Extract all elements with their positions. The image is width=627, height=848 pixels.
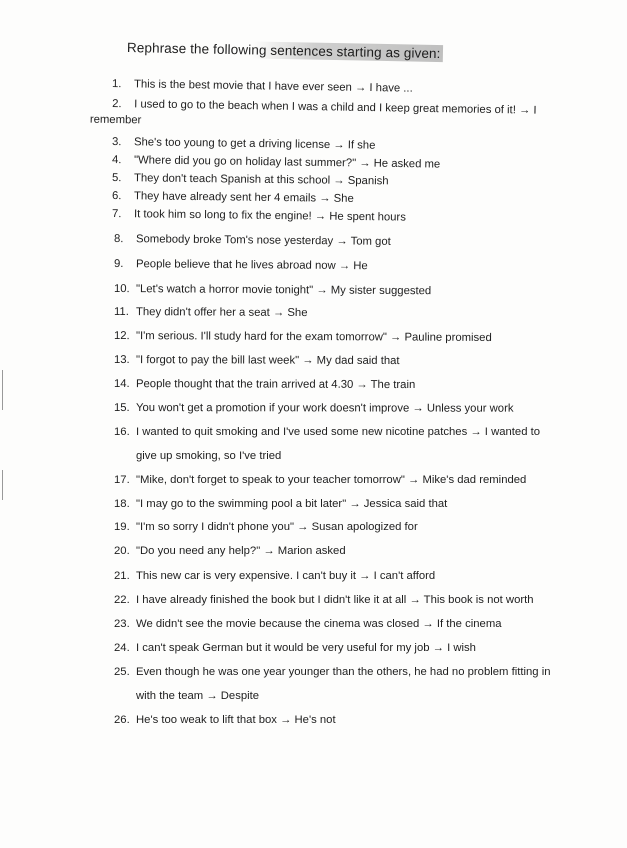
question-text: He's too weak to lift that box → He's not — [136, 714, 336, 726]
question-text: "Let's watch a horror movie tonight" → My sister suggested — [135, 283, 432, 298]
question-continuation: remember — [89, 113, 142, 127]
question-6 — [112, 188, 354, 207]
question-20 — [114, 543, 346, 559]
question-text: I used to go to the beach when I was a child and I keep great memories of it! → I — [134, 98, 537, 117]
scan-edge-mark — [2, 470, 3, 500]
question-text: "I may go to the swimming pool a bit later" → Jessica said that — [136, 498, 448, 510]
question-number: 7. — [111, 208, 122, 221]
question-number: 22. — [114, 594, 130, 606]
question-14 — [114, 376, 415, 393]
question-number: 24. — [114, 642, 130, 654]
question-3 — [112, 134, 376, 154]
question-number: 11. — [113, 306, 129, 319]
question-number: 21. — [114, 570, 130, 582]
question-9 — [114, 256, 368, 274]
worksheet-title — [125, 40, 441, 62]
question-text: People thought that the train arrived at 4.30 → The train — [135, 378, 416, 392]
question-number: 18. — [114, 498, 130, 510]
scan-edge-mark — [2, 370, 3, 410]
question-10 — [114, 281, 431, 299]
question-text: They have already sent her 4 emails → She — [133, 190, 354, 205]
question-text: They didn't offer her a seat → She — [135, 306, 308, 320]
question-number: 23. — [114, 618, 130, 630]
question-number: 25. — [114, 666, 130, 678]
question-text: "I'm so sorry I didn't phone you" → Susan apologized for — [136, 521, 418, 533]
question-text: I can't speak German but it would be very useful for my job → I wish — [136, 642, 476, 654]
question-1 — [112, 76, 413, 97]
question-text: This is the best movie that I have ever seen → I have ... — [133, 78, 413, 95]
question-number: 26. — [114, 714, 130, 726]
question-text: "I forgot to pay the bill last week" → My dad said that — [135, 354, 400, 367]
question-23 — [114, 616, 502, 632]
question-number: 19. — [114, 521, 130, 533]
question-11 — [114, 304, 308, 321]
question-text: She's too young to get a driving license → If she — [133, 136, 376, 152]
question-continuation: with the team → Despite — [136, 690, 260, 702]
question-text: I wanted to quit smoking and I've used some new nicotine patches → I wanted to — [136, 426, 541, 438]
question-text: People believe that he lives abroad now → He — [135, 258, 368, 273]
question-17 — [114, 472, 526, 488]
question-number: 10. — [113, 283, 130, 296]
question-number: 15. — [113, 402, 130, 415]
question-5 — [112, 170, 389, 189]
question-continuation: give up smoking, so I've tried — [136, 450, 282, 462]
question-number: 14. — [113, 378, 130, 391]
question-number: 16. — [114, 426, 130, 438]
question-text: "I'm serious. I'll study hard for the exam tomorrow" → Pauline promised — [135, 330, 492, 344]
question-text: It took him so long to fix the engine! → He spent hours — [133, 208, 406, 224]
question-text: Somebody broke Tom's nose yesterday → Tom got — [135, 233, 391, 248]
question-text: "Mike, don't forget to speak to your teacher tomorrow" → Mike's dad reminded — [136, 474, 527, 486]
question-26 — [114, 712, 336, 728]
question-number: 13. — [113, 354, 130, 367]
question-13 — [114, 352, 400, 369]
question-text: "Do you need any help?" → Marion asked — [136, 545, 346, 557]
question-number: 9. — [113, 258, 124, 271]
question-19 — [114, 519, 418, 535]
title-text: Rephrase the following sentences starting as given: — [125, 39, 443, 62]
question-18 — [114, 496, 447, 512]
question-text: Even though he was one year younger than the others, he had no problem fitting in — [136, 666, 551, 678]
question-number: 20. — [114, 545, 130, 557]
question-number: 3. — [111, 136, 122, 149]
question-text: I have already finished the book but I didn't like it at all → This book is not worth — [136, 594, 534, 606]
question-16 — [114, 424, 540, 440]
question-text: We didn't see the movie because the cinema was closed → If the cinema — [136, 618, 502, 630]
question-number: 1. — [111, 78, 122, 91]
question-7 — [112, 206, 406, 226]
question-4 — [112, 152, 440, 173]
question-number: 6. — [111, 190, 122, 203]
question-24 — [114, 640, 476, 656]
question-number: 5. — [111, 172, 122, 185]
question-number: 12. — [113, 330, 130, 343]
question-number: 17. — [114, 474, 130, 486]
question-8 — [114, 231, 391, 250]
question-16-continuation — [114, 448, 281, 464]
question-25-continuation — [114, 688, 259, 704]
question-text: They don't teach Spanish at this school → Spanish — [133, 172, 389, 188]
question-2 — [89, 96, 537, 135]
question-number: 2. — [112, 98, 122, 111]
question-21 — [114, 568, 435, 584]
question-number: 8. — [113, 233, 124, 246]
question-text: This new car is very expensive. I can't buy it → I can't afford — [136, 570, 436, 582]
question-12 — [114, 328, 492, 346]
question-text: You won't get a promotion if your work doesn't improve → Unless your work — [135, 402, 514, 415]
question-15 — [114, 400, 514, 417]
question-25 — [114, 664, 551, 680]
question-text: "Where did you go on holiday last summer?" → He asked me — [133, 154, 441, 171]
question-number: 4. — [111, 154, 122, 167]
question-22 — [114, 592, 534, 608]
